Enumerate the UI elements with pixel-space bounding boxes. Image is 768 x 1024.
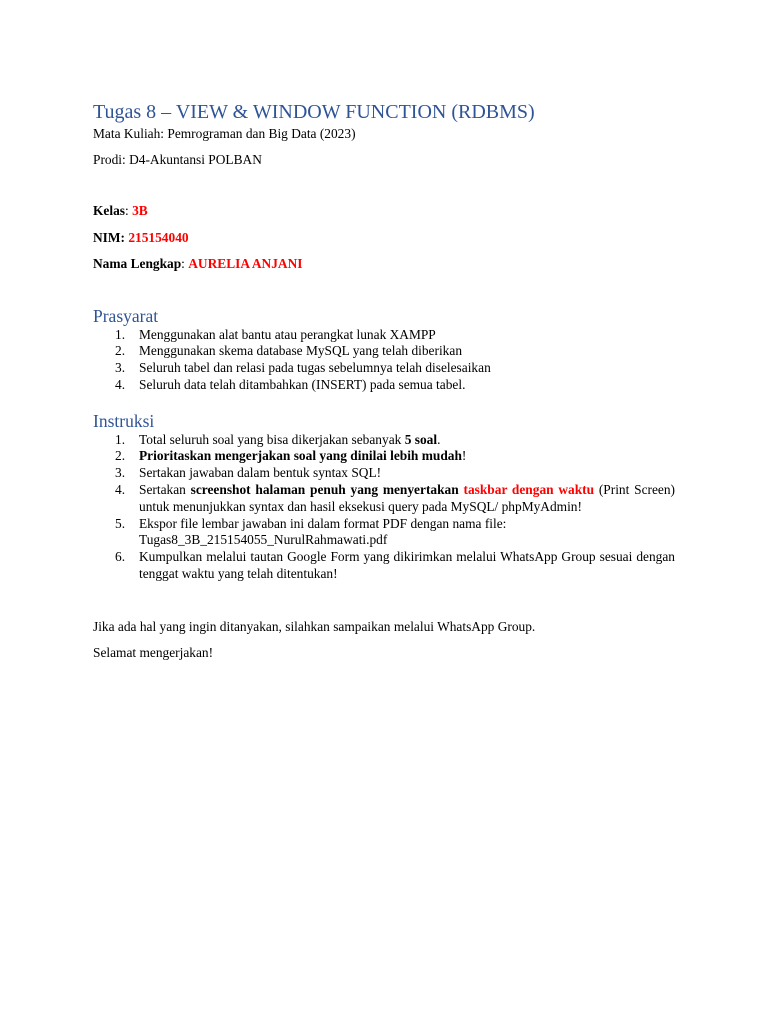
class-label: Kelas [93, 203, 125, 218]
list-item-text: ! [461, 448, 467, 464]
instructions-heading: Instruksi [93, 410, 155, 431]
list-number: 5. [115, 515, 126, 531]
list-item [93, 327, 675, 344]
nim-label: NIM: [93, 229, 129, 245]
question-note: Jika ada hal yang ingin ditanyakan, silahkan sampaikan melalui WhatsApp Group. [93, 618, 536, 634]
instructions-list [93, 432, 675, 583]
list-item [93, 465, 675, 482]
highlight-text: taskbar dengan waktu [463, 482, 595, 498]
prerequisites-list [93, 327, 675, 394]
program-line: Prodi: D4-Akuntansi POLBAN [93, 151, 262, 167]
name-label: Nama Lengkap [93, 256, 182, 271]
list-number: 2. [115, 343, 126, 359]
list-item-text: (Print Screen) untuk menunjukkan syntax dan hasil eksekusi query pada MySQL/ phpMyAdmin! [139, 482, 676, 514]
emphasis-text: 5 soal [404, 431, 438, 447]
list-item [93, 549, 675, 583]
nim-value: 215154040 [128, 229, 189, 245]
list-item [93, 482, 675, 516]
list-number: 4. [115, 482, 126, 498]
emphasis-text: Prioritaskan mengerjakan soal yang dinilai lebih mudah [139, 448, 462, 464]
list-item [93, 432, 675, 449]
list-item-text: Ekspor file lembar jawaban ini dalam format PDF dengan nama file: [139, 515, 507, 531]
list-item-text: Menggunakan alat bantu atau perangkat lunak XAMPP [139, 326, 436, 342]
list-item [93, 377, 675, 394]
list-number: 2. [115, 448, 126, 464]
list-item [93, 343, 675, 360]
list-number: 1. [115, 326, 126, 342]
list-item-text: Sertakan jawaban dalam bentuk syntax SQL! [139, 465, 382, 481]
list-item-text: Total seluruh soal yang bisa dikerjakan sebanyak [139, 431, 405, 447]
list-number: 3. [115, 360, 126, 376]
list-item [93, 360, 675, 377]
name-line [93, 256, 675, 273]
course-line: Mata Kuliah: Pemrograman dan Big Data (2023) [93, 126, 356, 141]
file-name-text: Tugas8_3B_215154055_NurulRahmawati.pdf [139, 532, 388, 548]
class-value: 3B [132, 203, 148, 218]
list-item [93, 448, 675, 465]
list-item-text: . [437, 431, 441, 447]
list-item-text: Sertakan [139, 482, 191, 498]
document-page [93, 98, 675, 662]
list-number: 6. [115, 549, 126, 565]
list-number: 4. [115, 376, 126, 392]
name-separator: : [181, 256, 189, 271]
farewell-text: Selamat mengerjakan! [93, 645, 214, 661]
list-number: 3. [115, 465, 126, 481]
document-title: Tugas 8 – VIEW & WINDOW FUNCTION (RDBMS) [93, 101, 535, 123]
list-number: 1. [115, 431, 126, 447]
list-item-text: Seluruh data telah ditambahkan (INSERT) pada semua tabel. [139, 376, 466, 392]
name-value: AURELIA ANJANI [188, 256, 303, 271]
list-item [93, 516, 675, 550]
class-line [93, 203, 675, 220]
list-item-text: Kumpulkan melalui tautan Google Form yang dikirimkan melalui WhatsApp Group sesuai dengan tenggat waktu yang telah ditentukan! [139, 549, 675, 582]
nim-line [93, 230, 675, 247]
emphasis-text: screenshot halaman penuh yang menyertakan [190, 482, 459, 498]
list-item-text: Menggunakan skema database MySQL yang telah diberikan [139, 343, 463, 359]
prerequisites-heading: Prasyarat [93, 305, 159, 326]
list-item-text: Seluruh tabel dan relasi pada tugas sebelumnya telah diselesaikan [139, 360, 491, 376]
class-separator: : [125, 203, 133, 218]
